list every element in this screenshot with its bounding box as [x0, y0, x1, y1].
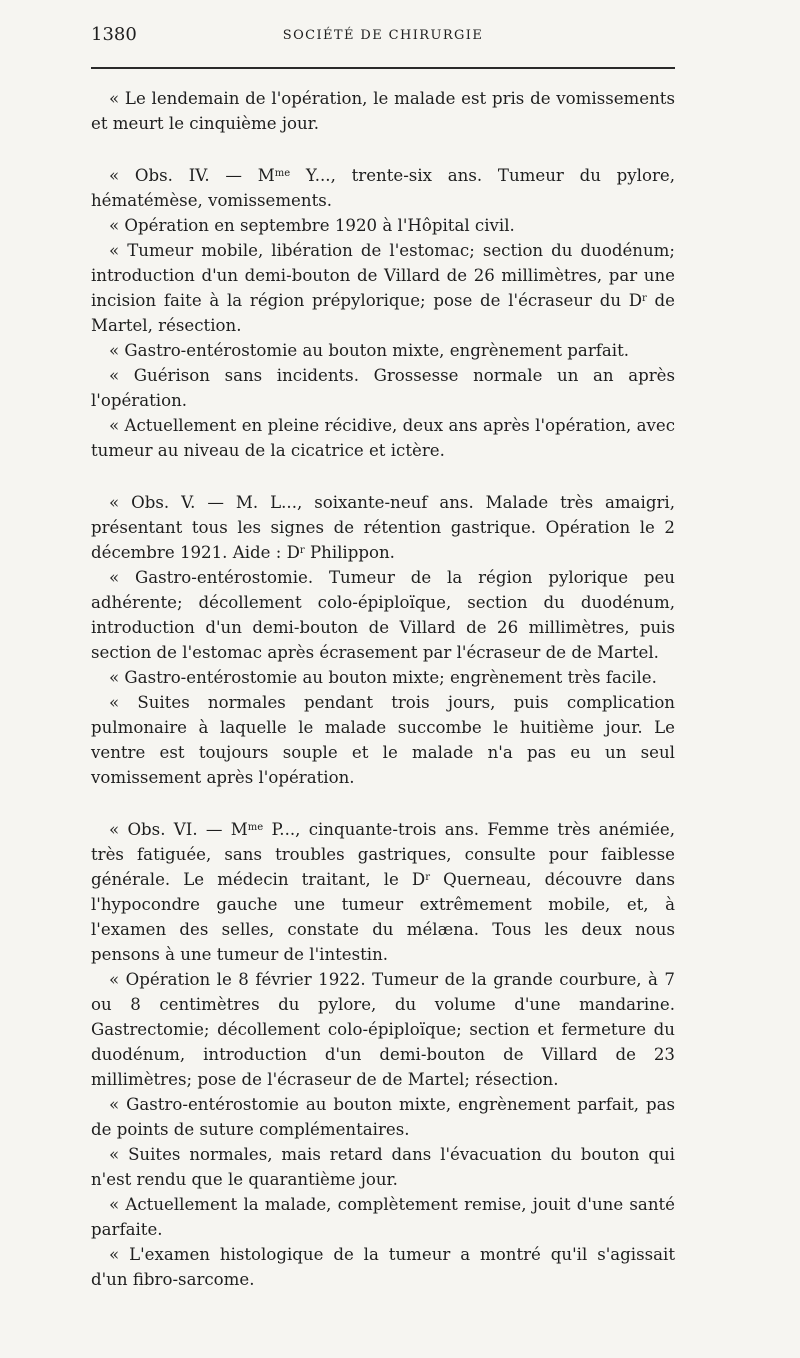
- header-rule: [91, 67, 675, 69]
- text-run: « Obs. V. — M. L..., soixante-neuf ans. Malade très amaigri, présentant tous les signes de rétention gastrique. Opération le 2 décembre 1921. Aide : D: [91, 493, 675, 562]
- paragraph: « Opération le 8 février 1922. Tumeur de la grande courbure, à 7 ou 8 centimètres du pylore, du volume d'une mandarine. Gastrectomie; décollement colo-épiploïque; section et fermeture du duodénum, introduction d'un demi-bouton de Villard de 23 millimètres; pose de l'écraseur de de Martel; résection.: [91, 970, 675, 1089]
- text-run: « Tumeur mobile, libération de l'estomac; section du duodénum; introduction d'un demi-bouton de Villard de 26 millimètres, par une incision faite à la région prépylorique; pose de l'écraseur du D: [91, 241, 675, 310]
- paragraph: « Gastro-entérostomie au bouton mixte, engrènement parfait.: [109, 341, 630, 360]
- paragraph: « L'examen histologique de la tumeur a montré qu'il s'agissait d'un fibro-sarcome.: [91, 1245, 675, 1289]
- superscript: r: [299, 545, 305, 556]
- text-run: « Obs. IV. — M: [109, 166, 275, 185]
- text-run: « Obs. VI. — M: [109, 820, 248, 839]
- page-header: [91, 24, 675, 52]
- superscript: r: [642, 293, 647, 304]
- observation-v: [91, 490, 675, 790]
- paragraph: « Opération en septembre 1920 à l'Hôpital civil.: [109, 216, 515, 235]
- paragraph: « Suites normales, mais retard dans l'évacuation du bouton qui n'est rendu que le quarantième jour.: [91, 1145, 675, 1189]
- text-run: de Martel, résection.: [91, 291, 675, 335]
- paragraph: [91, 817, 675, 967]
- superscript: me: [274, 168, 291, 179]
- superscript: me: [247, 822, 264, 833]
- paragraph: « Gastro-entérostomie au bouton mixte, engrènement parfait, pas de points de suture complémentaires.: [91, 1095, 675, 1139]
- paragraph: « Guérison sans incidents. Grossesse normale un an après l'opération.: [91, 366, 675, 410]
- observation-iv: [91, 163, 675, 463]
- paragraph: [91, 238, 675, 338]
- observation-3-end: [91, 86, 675, 136]
- paragraph: « Suites normales pendant trois jours, puis complication pulmonaire à laquelle le malade succombe le huitième jour. Le ventre est toujours souple et le malade n'a pas eu un seul vomissement après l'opération.: [91, 693, 675, 787]
- text-run: Philippon.: [304, 543, 395, 562]
- body-text: [91, 86, 675, 1292]
- paragraph: [91, 490, 675, 565]
- paragraph: « Gastro-entérostomie au bouton mixte; engrènement très facile.: [109, 668, 657, 687]
- paragraph: « Actuellement la malade, complètement remise, jouit d'une santé parfaite.: [91, 1195, 675, 1239]
- observation-vi: [91, 817, 675, 1292]
- paragraph: [91, 163, 675, 213]
- superscript: r: [425, 872, 431, 883]
- paragraph: « Le lendemain de l'opération, le malade est pris de vomissements et meurt le cinquième jour.: [91, 89, 675, 133]
- text-run: P..., cinquante-trois ans. Femme très anémiée, très fatiguée, sans troubles gastriques, consulte pour faiblesse générale. Le médecin traitant, le D: [91, 820, 675, 889]
- text-run: Y..., trente-six ans. Tumeur du pylore, hématémèse, vomissements.: [91, 166, 675, 210]
- text-run: Querneau, découvre dans l'hypocondre gauche une tumeur extrêmement mobile, et, à l'examen des selles, constate du mélæna. Tous les deux nous pensons à une tumeur de l'intestin.: [91, 870, 675, 964]
- paragraph: « Actuellement en pleine récidive, deux ans après l'opération, avec tumeur au niveau de la cicatrice et ictère.: [91, 416, 675, 460]
- running-head: SOCIÉTÉ DE CHIRURGIE: [282, 28, 484, 43]
- paragraph: « Gastro-entérostomie. Tumeur de la région pylorique peu adhérente; décollement colo-épiploïque, section du duodénum, introduction d'un demi-bouton de Villard de 26 millimètres, puis section de l'estomac après écrasement par l'écraseur de de Martel.: [91, 568, 675, 662]
- page-number: 1380: [91, 24, 137, 45]
